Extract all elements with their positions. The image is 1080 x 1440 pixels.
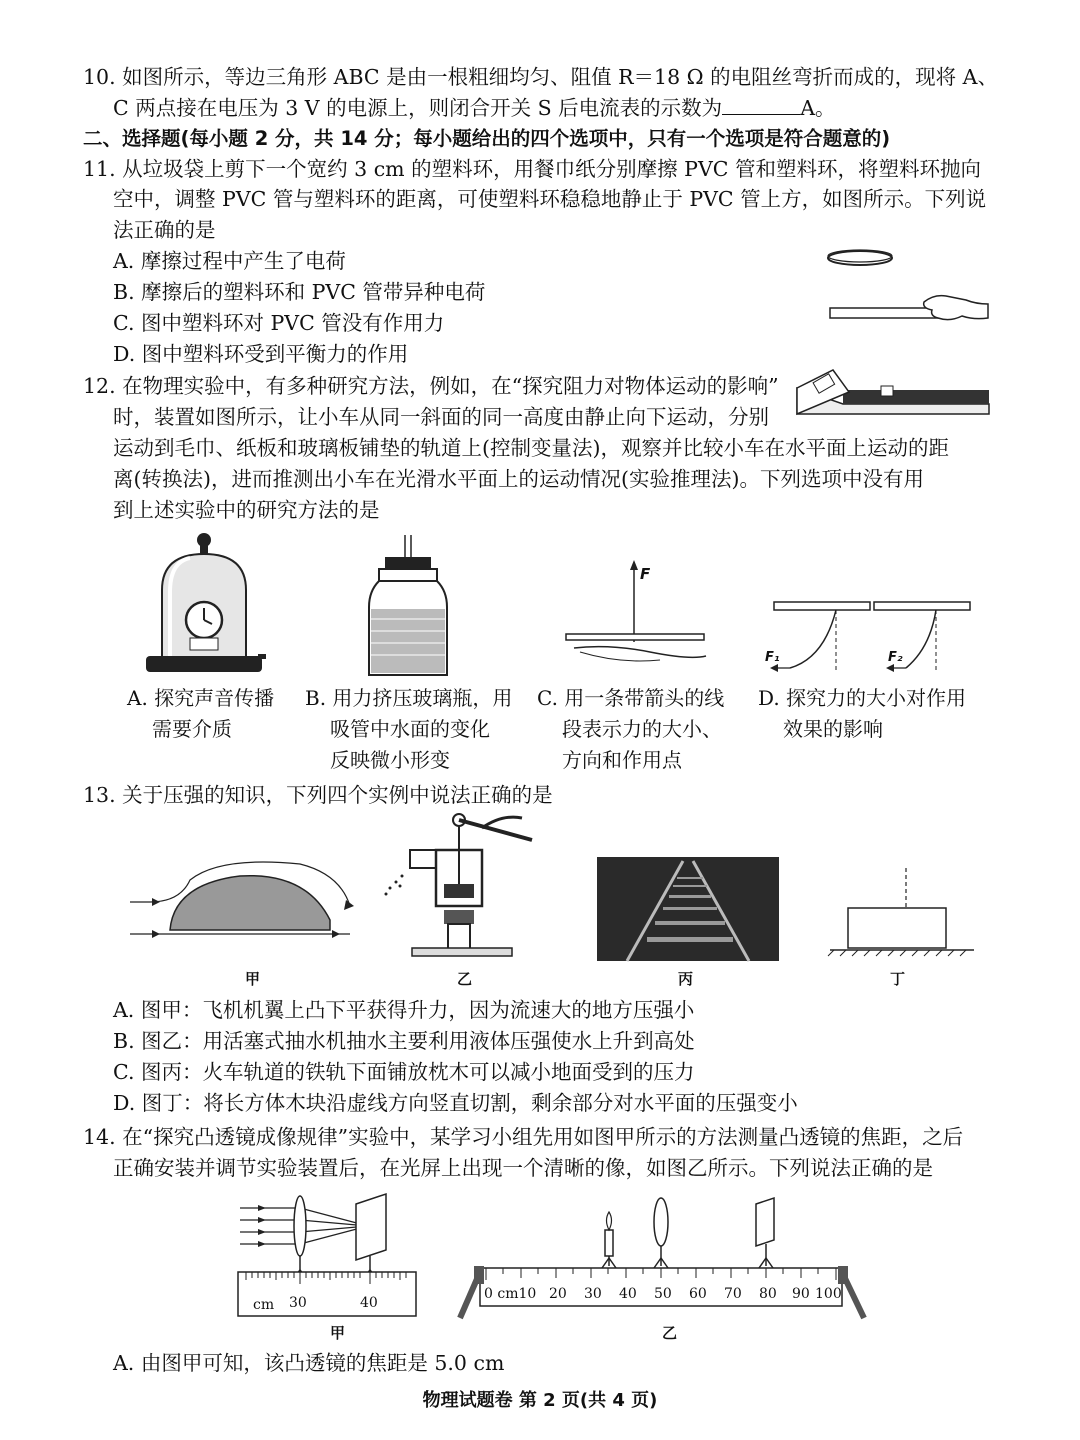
force-arrow-figure (560, 560, 710, 670)
q13-option-d[interactable]: D. 图丁：将长方体木块沿虚线方向竖直切割，剩余部分对水平面的压强变小 (113, 1091, 798, 1115)
q12-ramp-figure (793, 368, 993, 420)
q11-option-a[interactable]: A. 摩擦过程中产生了电荷 (113, 249, 346, 273)
ruler1-unit: cm (253, 1297, 275, 1313)
ruler2-30: 30 (584, 1286, 602, 1302)
wing-figure (130, 860, 360, 960)
page-footer: 物理试题卷 第 2 页(共 4 页) (422, 1390, 658, 1411)
q12-option-d-line2: 效果的影响 (783, 717, 883, 741)
q11-line2: 空中，调整 PVC 管与塑料环的距离，可使塑料环稳稳地静止于 PVC 管上方，如图所示。下列说 (113, 187, 987, 211)
answer-blank[interactable] (722, 96, 800, 115)
fig-label-yi: 乙 (457, 970, 473, 988)
bell-jar-figure (140, 530, 270, 680)
glass-bottle-figure (365, 535, 455, 680)
ruler2-90: 90 (792, 1286, 810, 1302)
q13-option-c[interactable]: C. 图丙：火车轨道的铁轨下面铺放枕木可以减小地面受到的压力 (113, 1060, 695, 1084)
optical-bench-figure (456, 1196, 876, 1326)
q10-line2 (113, 95, 836, 121)
q12-line4: 离(转换法)，进而推测出小车在光滑水平面上的运动情况(实验推理法)。下列选项中没有用 (113, 467, 924, 491)
q11-option-d[interactable]: D. 图中塑料环受到平衡力的作用 (113, 342, 409, 366)
pump-figure (382, 810, 542, 960)
q12-option-c-line1: C. 用一条带箭头的线 (537, 686, 725, 710)
q12-option-a[interactable] (127, 683, 274, 745)
ruler2-20: 20 (549, 1286, 567, 1302)
q12-line5: 到上述实验中的研究方法的是 (113, 498, 380, 522)
fig14-label-yi: 乙 (662, 1324, 678, 1342)
q10-unit: A。 (800, 96, 836, 120)
q13-line1: 13. 关于压强的知识，下列四个实例中说法正确的是 (83, 783, 553, 807)
q14-line1: 14. 在“探究凸透镜成像规律”实验中，某学习小组先用如图甲所示的方法测量凸透镜的焦距，之后 (83, 1125, 964, 1149)
q12-option-b-line1: B. 用力挤压玻璃瓶，用 (305, 686, 513, 710)
q13-option-a[interactable]: A. 图甲：飞机机翼上凸下平获得升力，因为流速大的地方压强小 (113, 998, 695, 1022)
ruler1-30: 30 (289, 1295, 307, 1311)
q11-option-c[interactable]: C. 图中塑料环对 PVC 管没有作用力 (113, 311, 445, 335)
q12-option-b-line2: 吸管中水面的变化 (330, 717, 490, 741)
fig-label-ding: 丁 (890, 970, 906, 988)
bending-ruler-figure (770, 598, 980, 678)
ruler1-40: 40 (360, 1295, 378, 1311)
q12-option-d-line1: D. 探究力的大小对作用 (758, 686, 967, 710)
q14-line2: 正确安装并调节实验装置后，在光屏上出现一个清晰的像，如图乙所示。下列说法正确的是 (113, 1156, 933, 1180)
q12-option-c-line3: 方向和作用点 (562, 748, 682, 772)
q10-line1: 10. 如图所示，等边三角形 ABC 是由一根粗细均匀、阻值 R＝18 Ω 的电阻丝弯折而成的，现将 A、 (83, 65, 998, 89)
ruler2-0: 0 cm10 (484, 1286, 537, 1302)
q12-option-d[interactable] (758, 683, 966, 745)
q11-line1: 11. 从垃圾袋上剪下一个宽约 3 cm 的塑料环，用餐巾纸分别摩擦 PVC 管和塑料环，将塑料环抛向 (83, 157, 981, 181)
fig-label-bing: 丙 (678, 970, 694, 988)
q12-line1: 12. 在物理实验中，有多种研究方法，例如，在“探究阻力对物体运动的影响” (83, 374, 779, 398)
section-title: 二、选择题(每小题 2 分，共 14 分；每小题给出的四个选项中，只有一个选项是符合题意的) (83, 127, 891, 150)
q12-line2: 时，装置如图所示，让小车从同一斜面的同一高度由静止向下运动，分别 (113, 405, 769, 429)
q12-option-a-line1: A. 探究声音传播 (127, 686, 275, 710)
ruler2-100: 100 (815, 1286, 842, 1302)
fig-label-jia: 甲 (245, 970, 261, 988)
fig14-label-jia: 甲 (330, 1324, 346, 1342)
ruler2-40: 40 (619, 1286, 637, 1302)
ruler2-60: 60 (689, 1286, 707, 1302)
q12-option-c-line2: 段表示力的大小、 (562, 717, 722, 741)
ruler2-80: 80 (759, 1286, 777, 1302)
q12-option-b[interactable] (305, 683, 512, 776)
q14-option-a[interactable]: A. 由图甲可知，该凸透镜的焦距是 5.0 cm (113, 1351, 505, 1375)
q13-option-b[interactable]: B. 图乙：用活塞式抽水机抽水主要利用液体压强使水上升到高处 (113, 1029, 695, 1053)
q11-line3: 法正确的是 (113, 218, 216, 242)
f1-label: F₁ (765, 650, 780, 665)
q11-option-b[interactable]: B. 摩擦后的塑料环和 PVC 管带异种电荷 (113, 280, 486, 304)
ruler2-50: 50 (654, 1286, 672, 1302)
f2-label: F₂ (888, 650, 903, 665)
q12-line3: 运动到毛巾、纸板和玻璃板铺垫的轨道上(控制变量法)，观察并比较小车在水平面上运动的距 (113, 436, 949, 460)
force-label: F (640, 565, 651, 583)
q10-line2-text: C 两点接在电压为 3 V 的电源上，则闭合开关 S 后电流表的示数为 (113, 96, 723, 120)
block-figure (828, 868, 978, 958)
q11-figure (820, 240, 990, 330)
q12-option-a-line2: 需要介质 (152, 717, 232, 741)
railway-figure (597, 857, 779, 961)
ruler2-70: 70 (724, 1286, 742, 1302)
q12-option-b-line3: 反映微小形变 (330, 748, 450, 772)
q12-option-c[interactable] (537, 683, 724, 776)
